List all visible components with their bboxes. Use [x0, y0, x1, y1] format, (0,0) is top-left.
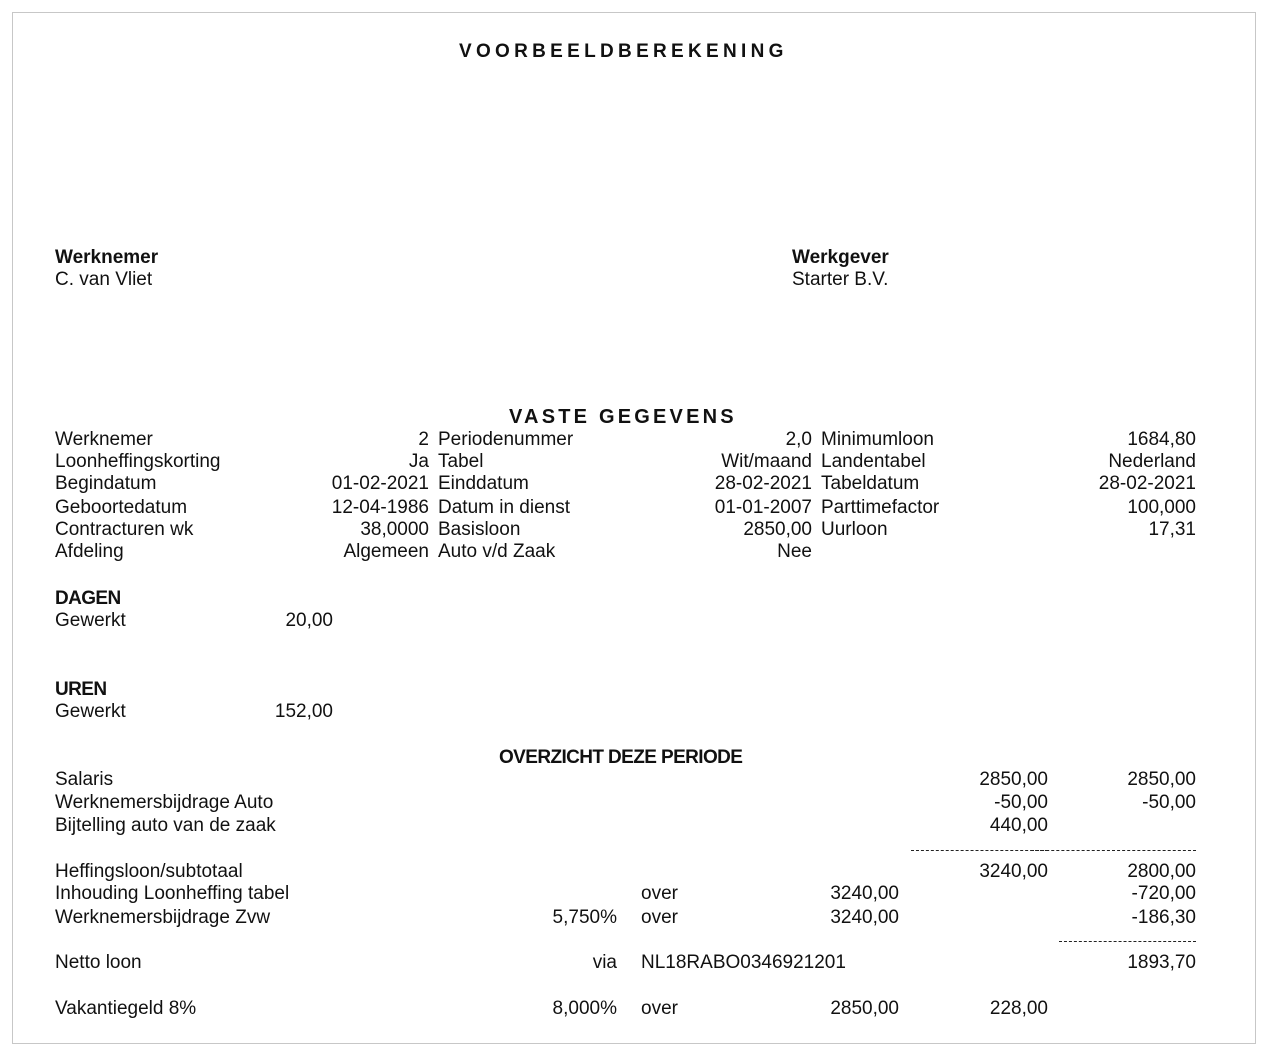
fixed-label: Afdeling [55, 541, 124, 562]
subtotal-divider [911, 850, 1048, 851]
holiday-pay-percentage: 8,000% [552, 998, 617, 1019]
fixed-label: Loonheffingskorting [55, 451, 221, 472]
fixed-data-heading: VASTE GEGEVENS [509, 406, 737, 428]
net-divider [1059, 941, 1196, 942]
fixed-label: Einddatum [438, 473, 529, 494]
payslip-page [12, 12, 1256, 1044]
employer-label: Werkgever [792, 247, 889, 268]
fixed-value: Algemeen [343, 541, 429, 562]
fixed-value: Wit/maand [721, 451, 812, 472]
subtotal-divider [1031, 850, 1196, 851]
fixed-value: Nee [777, 541, 812, 562]
fixed-value: 100,000 [1127, 497, 1196, 518]
hours-worked-label: Gewerkt [55, 701, 126, 722]
fixed-value: 12-04-1986 [331, 497, 429, 518]
employee-label: Werknemer [55, 247, 159, 268]
zvw-base-value: 3240,00 [830, 907, 899, 928]
fixed-label: Landentabel [821, 451, 926, 472]
subtotal-gross-value: 3240,00 [979, 861, 1048, 882]
fixed-label: Basisloon [438, 519, 521, 540]
holiday-pay-label: Vakantiegeld 8% [55, 998, 197, 1019]
car-addition-gross-value: 440,00 [989, 815, 1048, 836]
days-worked-label: Gewerkt [55, 610, 126, 631]
hours-heading: UREN [55, 679, 107, 700]
employee-name: C. van Vliet [55, 269, 153, 290]
fixed-value: 28-02-2021 [714, 473, 812, 494]
days-worked-value: 20,00 [285, 610, 333, 631]
fixed-value: 28-02-2021 [1098, 473, 1196, 494]
salary-net-value: 2850,00 [1127, 769, 1196, 790]
fixed-value: 1684,80 [1127, 429, 1196, 450]
hours-worked-value: 152,00 [274, 701, 333, 722]
overview-heading: OVERZICHT DEZE PERIODE [499, 747, 743, 768]
car-addition-label: Bijtelling auto van de zaak [55, 815, 276, 836]
holiday-pay-base-value: 2850,00 [830, 998, 899, 1019]
fixed-label: Minimumloon [821, 429, 934, 450]
tax-base-value: 3240,00 [830, 883, 899, 904]
fixed-label: Auto v/d Zaak [438, 541, 556, 562]
net-via-label: via [592, 952, 617, 973]
fixed-label: Werknemer [55, 429, 153, 450]
net-salary-value: 1893,70 [1127, 952, 1196, 973]
car-contribution-gross-value: -50,00 [994, 792, 1048, 813]
holiday-pay-over-label: over [641, 998, 678, 1019]
fixed-value: Nederland [1108, 451, 1196, 472]
salary-gross-value: 2850,00 [979, 769, 1048, 790]
net-salary-label: Netto loon [55, 952, 142, 973]
car-contribution-label: Werknemersbijdrage Auto [55, 792, 274, 813]
car-contribution-net-value: -50,00 [1142, 792, 1196, 813]
subtotal-net-value: 2800,00 [1127, 861, 1196, 882]
salary-label: Salaris [55, 769, 114, 790]
tax-over-label: over [641, 883, 678, 904]
zvw-percentage: 5,750% [552, 907, 617, 928]
fixed-label: Contracturen wk [55, 519, 194, 540]
fixed-label: Geboortedatum [55, 497, 188, 518]
subtotal-label: Heffingsloon/subtotaal [55, 861, 243, 882]
fixed-value: 2,0 [785, 429, 812, 450]
fixed-label: Begindatum [55, 473, 157, 494]
zvw-label: Werknemersbijdrage Zvw [55, 907, 271, 928]
fixed-label: Uurloon [821, 519, 888, 540]
days-heading: DAGEN [55, 588, 121, 609]
net-iban: NL18RABO0346921201 [641, 952, 846, 973]
fixed-label: Tabeldatum [821, 473, 920, 494]
fixed-value: 01-01-2007 [714, 497, 812, 518]
zvw-over-label: over [641, 907, 678, 928]
fixed-label: Tabel [438, 451, 484, 472]
fixed-label: Parttimefactor [821, 497, 940, 518]
fixed-value: 38,0000 [360, 519, 429, 540]
fixed-label: Datum in dienst [438, 497, 571, 518]
document-title: VOORBEELDBEREKENING [459, 41, 788, 62]
holiday-pay-amount: 228,00 [989, 998, 1048, 1019]
fixed-value: 01-02-2021 [331, 473, 429, 494]
employer-name: Starter B.V. [792, 269, 889, 290]
fixed-value: 2850,00 [743, 519, 812, 540]
fixed-value: Ja [408, 451, 429, 472]
fixed-label: Periodenummer [438, 429, 574, 450]
fixed-value: 17,31 [1148, 519, 1196, 540]
fixed-value: 2 [418, 429, 429, 450]
tax-label: Inhouding Loonheffing tabel [55, 883, 290, 904]
zvw-net-value: -186,30 [1131, 907, 1196, 928]
tax-net-value: -720,00 [1131, 883, 1196, 904]
